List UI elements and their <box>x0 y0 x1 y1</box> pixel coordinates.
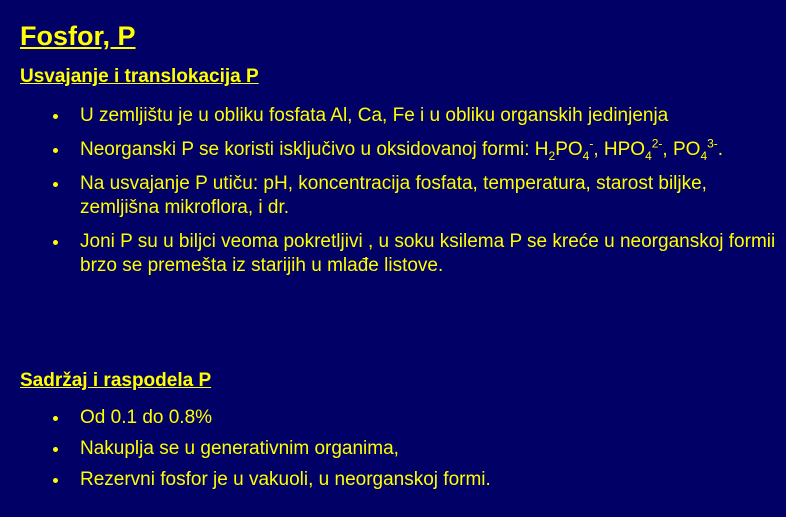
bullet-icon <box>53 148 58 153</box>
bullet-icon <box>53 416 58 421</box>
list-item <box>50 138 780 162</box>
list-item-text: Rezervni fosfor je u vakuoli, u neorganskoj formi. <box>80 469 491 490</box>
section-heading-content: Sadržaj i raspodela P <box>20 370 212 391</box>
list-item-text: Na usvajanje P utiču: pH, koncentracija fosfata, temperatura, starost biljke, zemljišna mikroflora, i dr. <box>80 173 707 218</box>
list-item <box>50 172 780 220</box>
page-title: Fosfor, P <box>20 21 136 51</box>
list-item-text: Od 0.1 do 0.8% <box>80 407 213 428</box>
uptake-list <box>50 104 780 288</box>
bullet-icon <box>53 447 58 452</box>
section-heading-uptake: Usvajanje i translokacija P <box>20 66 259 87</box>
list-item <box>50 104 780 128</box>
list-item <box>50 406 780 430</box>
list-item-text: Joni P su u biljci veoma pokretljivi , u soku ksilema P se kreće u neorganskoj formii brzo se premešta iz starijih u mlađe listove. <box>80 231 776 276</box>
list-item-text: Nakuplja se u generativnim organima, <box>80 438 399 459</box>
list-item-text: U zemljištu je u obliku fosfata Al, Ca, Fe i u obliku organskih jedinjenja <box>80 105 669 126</box>
list-item <box>50 468 780 492</box>
bullet-icon <box>53 182 58 187</box>
bullet-icon <box>53 240 58 245</box>
list-item <box>50 437 780 461</box>
bullet-icon <box>53 478 58 483</box>
content-list <box>50 406 780 499</box>
bullet-icon <box>53 114 58 119</box>
list-item-text-formula: Neorganski P se koristi isključivo u oksidovanoj formi: $H_2PO_4^-$, $HPO_4^{2-}$, $PO_4^{3-}$. <box>80 136 724 163</box>
list-item <box>50 230 780 278</box>
